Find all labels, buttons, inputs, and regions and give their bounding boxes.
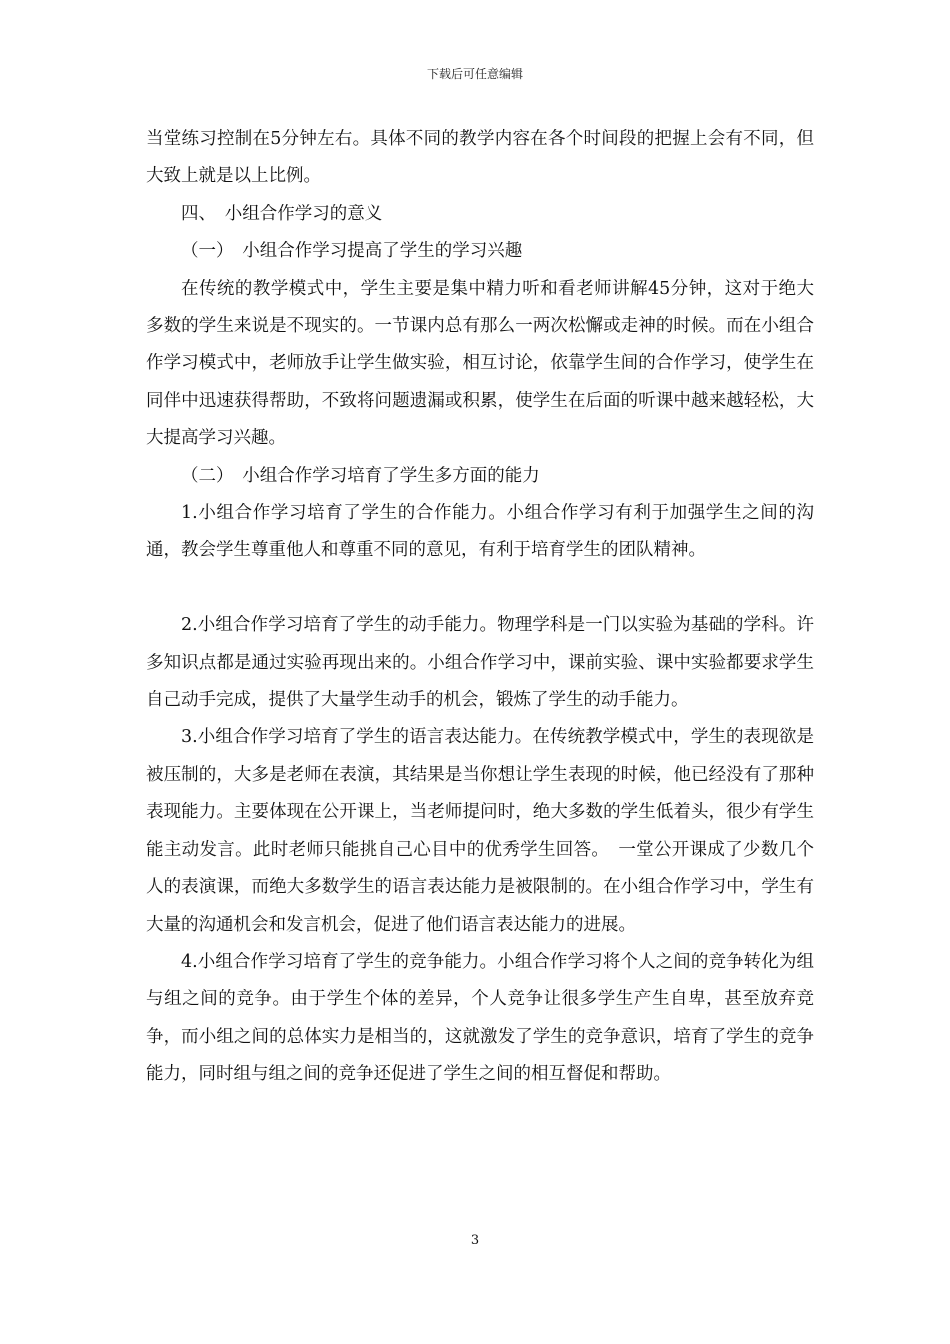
page-number: 3 <box>470 1233 480 1248</box>
subsection-heading-1: （一） 小组合作学习提高了学生的学习兴趣 <box>181 241 523 262</box>
paragraph-cooperation: 1.小组合作学习培育了学生的合作能力。小组合作学习有利于加强学生之间的沟通，教会学生尊重他人和尊重不同的意见，有利于培育学生的团队精神。 <box>146 503 814 561</box>
paragraph-continuation: 当堂练习控制在5分钟左右。具体不同的教学内容在各个时间段的把握上会有不同，但大致上就是以上比例。 <box>146 129 814 187</box>
paragraph-hands-on: 2.小组合作学习培育了学生的动手能力。物理学科是一门以实验为基础的学科。许多知识点都是通过实验再现出来的。小组合作学习中，课前实验、课中实验都要求学生自己动手完成，提供了大量学生动手的机会，锻炼了学生的动手能力。 <box>146 615 814 711</box>
paragraph-interest: 在传统的教学模式中，学生主要是集中精力听和看老师讲解45分钟，这对于绝大多数的学生来说是不现实的。一节课内总有那么一两次松懈或走神的时候。而在小组合作学习模式中，老师放手让学生做实验，相互讨论，依靠学生间的合作学习，使学生在同伴中迅速获得帮助，不致将问题遗漏或积累，使学生在后面的听课中越来越轻松，大大提高学习兴趣。 <box>146 278 814 449</box>
page-header-note: 下载后可任意编辑 <box>426 67 523 81</box>
document-body <box>146 121 814 1094</box>
section-heading-4: 四、 小组合作学习的意义 <box>181 203 383 224</box>
paragraph-language: 3.小组合作学习培育了学生的语言表达能力。在传统教学模式中，学生的表现欲是被压制的，大多是老师在表演，其结果是当你想让学生表现的时候，他已经没有了那种表现能力。主要体现在公开课上，当老师提问时，绝大多数的学生低着头，很少有学生能主动发言。此时老师只能挑自己心目中的优秀学生回答。 一堂公开课成了少数几个人的表演课，而绝大多数学生的语言表达能力是被限制的。在小组合作学习中，学生有大量的沟通机会和发言机会，促进了他们语言表达能力的进展。 <box>146 727 814 935</box>
paragraph-competition: 4.小组合作学习培育了学生的竞争能力。小组合作学习将个人之间的竞争转化为组与组之间的竞争。由于学生个体的差异，个人竞争让很多学生产生自卑，甚至放弃竞争，而小组之间的总体实力是相当的，这就激发了学生的竞争意识，培育了学生的竞争能力，同时组与组之间的竞争还促进了学生之间的相互督促和帮助。 <box>146 951 814 1085</box>
subsection-heading-2: （二） 小组合作学习培育了学生多方面的能力 <box>181 465 540 486</box>
